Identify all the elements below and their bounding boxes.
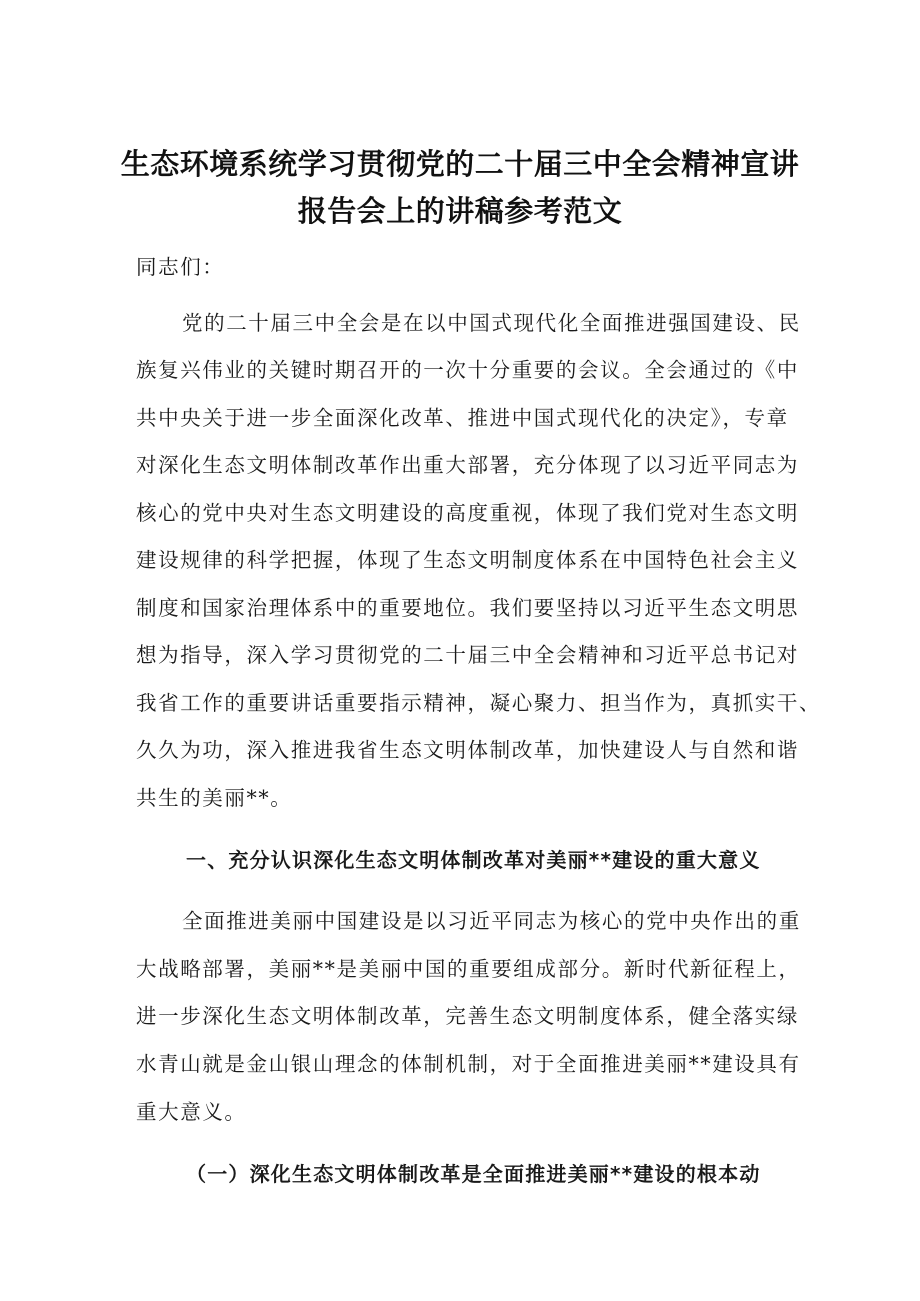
intro-line-4: 对深化生态文明体制改革作出重大部署，充分体现了以习近平同志为 bbox=[136, 453, 799, 477]
section-1-line-5: 重大意义。 bbox=[136, 1100, 247, 1124]
intro-line-7: 制度和国家治理体系中的重要地位。我们要坚持以习近平生态文明思 bbox=[136, 596, 799, 620]
section-1-line-4: 水青山就是金山银山理念的体制机制，对于全面推进美丽**建设具有 bbox=[136, 1052, 801, 1076]
intro-line-8: 想为指导，深入学习贯彻党的二十届三中全会精神和习近平总书记对 bbox=[136, 643, 799, 667]
subsection-1-heading: （一）深化生态文明体制改革是全面推进美丽**建设的根本动 bbox=[186, 1162, 761, 1186]
document-title-line-1: 生态环境系统学习贯彻党的二十届三中全会精神宣讲 bbox=[120, 147, 800, 181]
intro-line-5: 核心的党中央对生态文明建设的高度重视，体现了我们党对生态文明 bbox=[136, 501, 799, 525]
intro-line-3: 共中央关于进一步全面深化改革、推进中国式现代化的决定》，专章 bbox=[136, 406, 789, 430]
section-1-line-3: 进一步深化生态文明体制改革，完善生态文明制度体系，健全落实绿 bbox=[136, 1004, 799, 1028]
intro-line-2: 族复兴伟业的关键时期召开的一次十分重要的会议。全会通过的《中 bbox=[136, 358, 799, 382]
intro-line-9: 我省工作的重要讲话重要指示精神，凝心聚力、担当作为，真抓实干、 bbox=[136, 691, 822, 715]
intro-line-10: 久久为功，深入推进我省生态文明体制改革，加快建设人与自然和谐 bbox=[136, 738, 799, 762]
intro-line-11: 共生的美丽**。 bbox=[136, 786, 293, 810]
intro-line-1: 党的二十届三中全会是在以中国式现代化全面推进强国建设、民 bbox=[182, 311, 801, 335]
document-title-line-2: 报告会上的讲稿参考范文 bbox=[297, 194, 623, 228]
section-1-heading: 一、充分认识深化生态文明体制改革对美丽**建设的重大意义 bbox=[186, 848, 761, 872]
salutation: 同志们： bbox=[136, 255, 225, 279]
section-1-line-1: 全面推进美丽中国建设是以习近平同志为核心的党中央作出的重 bbox=[182, 909, 801, 933]
section-1-line-2: 大战略部署，美丽**是美丽中国的重要组成部分。新时代新征程上， bbox=[136, 957, 801, 981]
intro-line-6: 建设规律的科学把握，体现了生态文明制度体系在中国特色社会主义 bbox=[136, 548, 799, 572]
